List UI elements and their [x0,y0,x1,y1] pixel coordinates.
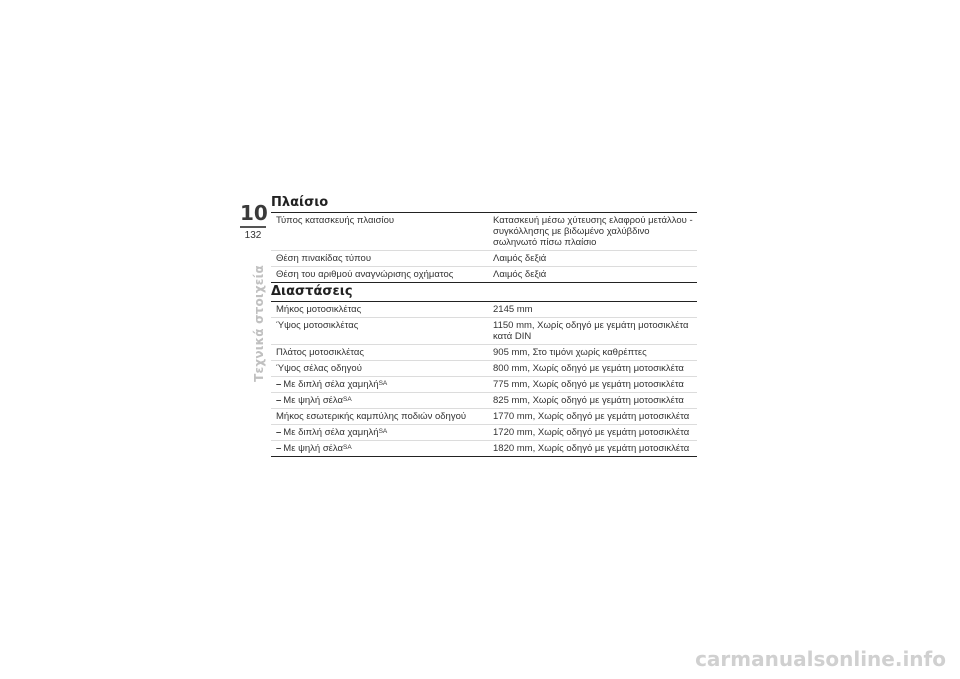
spec-label-cell [271,361,488,377]
spec-label: Θέση του αριθμού αναγνώρισης οχήματος [276,269,454,280]
dash-marker: – [276,427,282,438]
spec-value: 1720 mm, Χωρίς οδηγό με γεμάτη μοτοσικλέτα [488,425,697,441]
chapter-marker [240,203,266,241]
table-row [271,251,697,267]
spec-label-cell [271,267,488,283]
dimensions-spec-table [271,301,697,457]
spec-label: Μήκος εσωτερικής καμπύλης ποδιών οδηγού [276,411,467,422]
page-number: 132 [244,230,262,241]
table-row [271,425,697,441]
spec-value: 1150 mm, Χωρίς οδηγό με γεμάτη μοτοσικλέτα κατά DIN [488,318,697,345]
spec-label: Με διπλή σέλα χαμηλή [283,379,379,390]
spec-label-cell [271,213,488,251]
watermark: carmanualsonline.info [695,647,946,671]
spec-label-cell [271,393,488,409]
spec-label: Ύψος σέλας οδηγού [276,363,362,374]
spec-label-cell [271,441,488,457]
page-content [271,194,697,457]
special-equipment-marker: SA [378,428,388,435]
frame-table-body [271,213,697,283]
spec-value: 2145 mm [488,302,697,318]
spec-value: 905 mm, Στο τιμόνι χωρίς καθρέπτες [488,345,697,361]
dash-marker: – [276,443,282,454]
spec-label: Με ψηλή σέλα [283,395,344,406]
spec-label-cell [271,409,488,425]
spec-label: Με διπλή σέλα χαμηλή [283,427,379,438]
dimensions-table-body [271,302,697,457]
table-row [271,377,697,393]
spec-label-cell [271,251,488,267]
chapter-number: 10 [240,201,268,225]
table-row [271,361,697,377]
chapter-side-title: Τεχνικά στοιχεία [252,265,266,382]
spec-value: 825 mm, Χωρίς οδηγό με γεμάτη μοτοσικλέτα [488,393,697,409]
spec-label: Θέση πινακίδας τύπου [276,253,372,264]
spec-value: 775 mm, Χωρίς οδηγό με γεμάτη μοτοσικλέτα [488,377,697,393]
spec-label-cell [271,377,488,393]
table-row [271,318,697,345]
spec-label-cell [271,345,488,361]
spec-label: Ύψος μοτοσικλέτας [276,320,359,331]
spec-label: Μήκος μοτοσικλέτας [276,304,362,315]
table-row [271,267,697,283]
spec-label: Πλάτος μοτοσικλέτας [276,347,365,358]
spec-label-cell [271,318,488,345]
spec-value: Λαιμός δεξιά [488,251,697,267]
dash-marker: – [276,395,282,406]
table-row [271,409,697,425]
dash-marker: – [276,379,282,390]
spec-value: 1820 mm, Χωρίς οδηγό με γεμάτη μοτοσικλέτα [488,441,697,457]
chapter-divider [240,226,266,228]
table-row [271,393,697,409]
dimensions-section-title: Διαστάσεις [271,284,353,299]
spec-value: Λαιμός δεξιά [488,267,697,283]
special-equipment-marker: SA [343,444,352,451]
spec-label: Με ψηλή σέλα [283,443,344,454]
table-row [271,441,697,457]
spec-value: 800 mm, Χωρίς οδηγό με γεμάτη μοτοσικλέτα [488,361,697,377]
table-row [271,345,697,361]
special-equipment-marker: SA [378,380,388,387]
spec-value: 1770 mm, Χωρίς οδηγό με γεμάτη μοτοσικλέτα [488,409,697,425]
frame-spec-table [271,212,697,283]
spec-value: Κατασκευή μέσω χύτευσης ελαφρού μετάλλου - συγκόλλησης με βιδωμένο χαλύβδινο σωληνωτό πίσω πλαίσιο [488,213,697,251]
special-equipment-marker: SA [343,396,352,403]
table-row [271,213,697,251]
spec-label-cell [271,425,488,441]
table-row [271,302,697,318]
spec-label-cell [271,302,488,318]
spec-label: Τύπος κατασκευής πλαισίου [276,215,395,226]
frame-section-title: Πλαίσιο [271,195,329,210]
